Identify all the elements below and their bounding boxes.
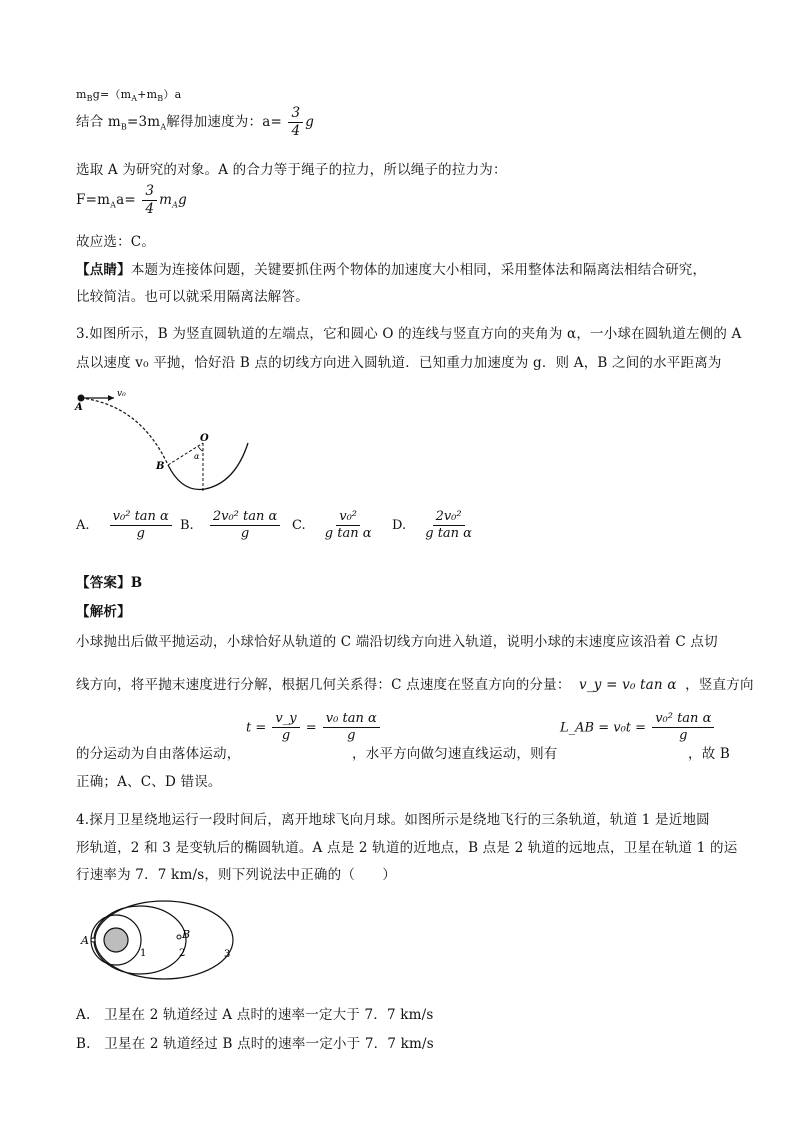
v0-label: v₀ bbox=[117, 389, 126, 399]
option-b[interactable]: B. $\frac{\text{2v₀² tan α}}{g}$ bbox=[180, 510, 282, 542]
question-3-line-1: 3.如图所示，B 为竖直圆轨道的左端点，它和圆心 O 的连线与竖直方向的夹角为 α，一小球在圆轨道左侧的 A bbox=[76, 326, 742, 342]
question-4-line-2: 形轨道，2 和 3 是变轨后的椭圆轨道。A 点是 2 轨道的近地点，B 点是 2 轨道的远地点，卫星在轨道 1 的运 bbox=[76, 840, 738, 856]
q4-option-a[interactable]: A. 卫星在 2 轨道经过 A 点时的速率一定大于 7．7 km/s bbox=[76, 1007, 434, 1023]
orbit-figure bbox=[78, 895, 238, 985]
projectile-track-figure bbox=[70, 385, 260, 495]
option-c[interactable]: C. $\frac{\text{v₀²}}{\text{g tan α}}$ bbox=[292, 509, 372, 542]
orbit-point-a-label: A bbox=[81, 934, 89, 947]
analysis-line-3-text: 的分运动为自由落体运动， bbox=[76, 746, 241, 762]
orbit-2-label: 2 bbox=[179, 948, 186, 959]
orbit-3-label: 3 bbox=[224, 949, 231, 960]
answer-line: 【答案】B bbox=[76, 575, 143, 591]
alpha-label: α bbox=[194, 452, 200, 461]
equation-line-2: 结合 $m_B=3m_A$解得加速度为：a= $\frac{3}{4}$ g bbox=[76, 105, 315, 139]
equation-line-1: $m_Bg=(m_A+m_B)a$ bbox=[76, 88, 182, 104]
analysis-heading: 【解析】 bbox=[76, 604, 131, 620]
point-b-label: B bbox=[156, 461, 165, 472]
text-line-6: 【点睛】本题为连接体问题，关键要抓住两个物体的加速度大小相同，采用整体法和隔离法相结合研究， bbox=[76, 262, 707, 278]
question-3-line-2: 点以速度 v₀ 平抛，恰好沿 B 点的切线方向进入圆轨道．已知重力加速度为 g．则 A，B 之间的水平距离为 bbox=[76, 355, 722, 371]
text-line-7: 比较简洁。也可以就采用隔离法解答。 bbox=[76, 289, 309, 305]
equation-line-4: $F=m_Aa=$ $\frac{3}{4}$ $m_Ag$ bbox=[76, 183, 187, 217]
text-line-3: 选取 A 为研究的对象。A 的合力等于绳子的拉力，所以绳子的拉力为： bbox=[76, 162, 507, 178]
orbit-point-b-label: B bbox=[182, 928, 191, 941]
point-o-label: O bbox=[200, 433, 209, 444]
fraction-3-4b: $\frac{3}{4}$ bbox=[142, 184, 157, 217]
option-d[interactable]: D. $\frac{\text{2v₀²}}{\text{g tan α}}$ bbox=[392, 509, 472, 542]
option-a[interactable]: A. $\frac{\text{v₀² tan α}}{g}$ bbox=[76, 510, 174, 542]
text-line-5: 故应选：C。 bbox=[76, 234, 156, 250]
q4-option-b[interactable]: B. 卫星在 2 轨道经过 B 点时的速率一定小于 7．7 km/s bbox=[76, 1036, 434, 1052]
analysis-line-3-end: ，故 B bbox=[688, 746, 731, 762]
t-equation: t = $\frac{v\_y}{g}$ = $\frac{\text{v₀ tan α}}{g}$ bbox=[246, 712, 382, 744]
lab-equation: L_AB = v₀t = $\frac{\text{v₀² tan α}}{g}$ bbox=[560, 712, 716, 744]
question-4-line-3: 行速率为 7．7 km/s，则下列说法中正确的（ ） bbox=[76, 867, 397, 883]
analysis-line-1: 小球抛出后做平抛运动，小球恰好从轨道的 C 端沿切线方向进入轨道，说明小球的末速度应该沿着 C 点切 bbox=[76, 634, 718, 650]
question-4-line-1: 4.探月卫星绕地运行一段时间后，离开地球飞向月球。如图所示是绕地飞行的三条轨道，轨道 1 是近地圆 bbox=[76, 812, 710, 828]
analysis-line-4: 正确；A、C、D 错误。 bbox=[76, 774, 222, 790]
point-a-label: A bbox=[75, 402, 83, 413]
analysis-line-3-mid: ，水平方向做匀速直线运动，则有 bbox=[352, 746, 558, 762]
fraction-3-4: $\frac{3}{4}$ bbox=[288, 106, 303, 139]
orbit-1-label: 1 bbox=[140, 948, 147, 959]
analysis-line-2: 线方向，将平抛末速度进行分解，根据几何关系得：C 点速度在竖直方向的分量： v_y = v₀ tan α ，竖直方向 bbox=[76, 677, 754, 693]
